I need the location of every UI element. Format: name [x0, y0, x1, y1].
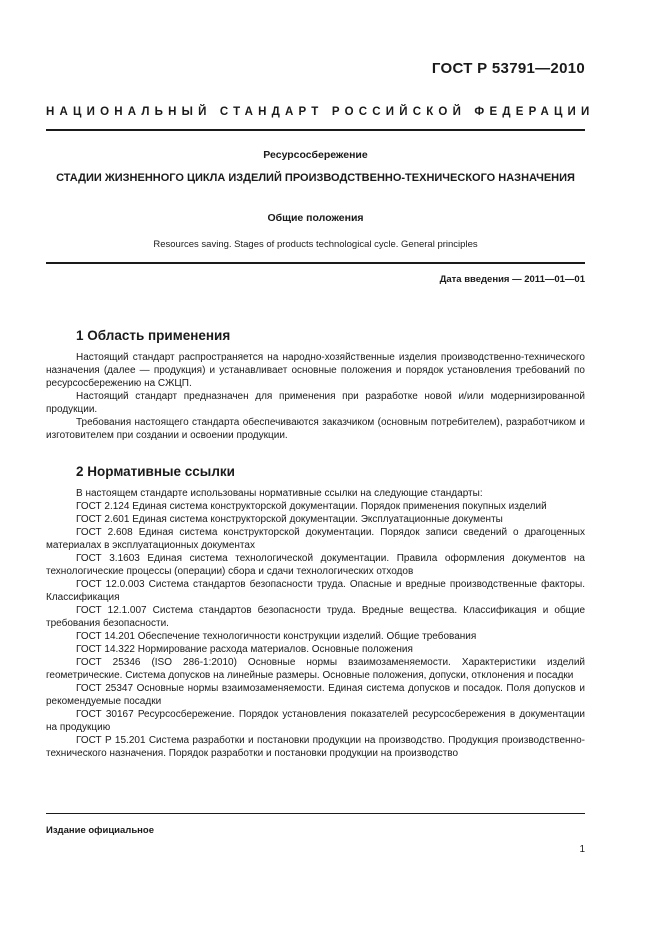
reference-item: ГОСТ 2.608 Единая система конструкторской документации. Порядок записи сведений о драгоценных материалах в эксплуатационных документах — [46, 527, 585, 551]
english-title: Resources saving. Stages of products technological cycle. General principles — [153, 239, 478, 250]
gost-number: ГОСТ Р 53791—2010 — [431, 60, 585, 77]
national-standard-heading: НАЦИОНАЛЬНЫЙ СТАНДАРТ РОССИЙСКОЙ ФЕДЕРАЦИИ — [46, 106, 595, 118]
paragraph: Настоящий стандарт предназначен для применения при разработке новой и/или модернизированной продукции. — [46, 391, 585, 415]
paragraph: В настоящем стандарте использованы нормативные ссылки на следующие стандарты: — [76, 488, 483, 499]
footer-rule — [46, 813, 585, 814]
standard-subtitle: Общие положения — [267, 212, 364, 224]
page-number: 1 — [579, 844, 585, 855]
top-rule — [46, 129, 585, 131]
reference-item: ГОСТ 14.201 Обеспечение технологичности конструкции изделий. Общие требования — [76, 631, 477, 642]
reference-item: ГОСТ 2.124 Единая система конструкторской документации. Порядок применения покупных изделий — [76, 501, 547, 512]
reference-item: ГОСТ Р 15.201 Система разработки и постановки продукции на производство. Продукция производственно-технического назначения. Порядок разработки и постановки продукции на производство — [46, 735, 585, 759]
section-2-body — [46, 487, 585, 760]
section-2-heading: 2 Нормативные ссылки — [76, 464, 235, 479]
section-1-body — [46, 351, 585, 442]
paragraph: Требования настоящего стандарта обеспечиваются заказчиком (основным потребителем), разработчиком и изготовителем при создании и освоении продукции. — [46, 417, 585, 441]
introduction-date: Дата введения — 2011—01—01 — [439, 274, 585, 285]
reference-item: ГОСТ 25346 (ISO 286-1:2010) Основные нормы взаимозаменяемости. Характеристики изделий геометрические. Система допусков на линейные размеры. Основные положения, допуски, отклонения и посадки — [46, 657, 585, 681]
standard-title: СТАДИИ ЖИЗНЕННОГО ЦИКЛА ИЗДЕЛИЙ ПРОИЗВОДСТВЕННО-ТЕХНИЧЕСКОГО НАЗНАЧЕНИЯ — [56, 172, 575, 184]
reference-item: ГОСТ 25347 Основные нормы взаимозаменяемости. Единая система допусков и посадок. Поля допусков и рекомендуемые посадки — [46, 683, 585, 707]
reference-item: ГОСТ 3.1603 Единая система технологической документации. Правила оформления документов на технологические процессы (операции) сбора и сдачи технологических отходов — [46, 553, 585, 577]
reference-item: ГОСТ 2.601 Единая система конструкторской документации. Эксплуатационные документы — [76, 514, 503, 525]
reference-item: ГОСТ 30167 Ресурсосбережение. Порядок установления показателей ресурсосбережения в документации на продукцию — [46, 709, 585, 733]
edition-label: Издание официальное — [46, 825, 154, 836]
title-bottom-rule — [46, 262, 585, 264]
reference-item: ГОСТ 12.0.003 Система стандартов безопасности труда. Опасные и вредные производственные факторы. Классификация — [46, 579, 585, 603]
section-1-heading: 1 Область применения — [76, 328, 231, 343]
reference-item: ГОСТ 14.322 Нормирование расхода материалов. Основные положения — [76, 644, 413, 655]
standard-category: Ресурсосбережение — [263, 149, 368, 161]
reference-item: ГОСТ 12.1.007 Система стандартов безопасности труда. Вредные вещества. Классификация и общие требования безопасности. — [46, 605, 585, 629]
paragraph: Настоящий стандарт распространяется на народно-хозяйственные изделия производственно-технического назначения (далее — продукция) и устанавливает основные положения и порядок установления требований по ресурсосбережению на СЖЦП. — [46, 352, 585, 389]
